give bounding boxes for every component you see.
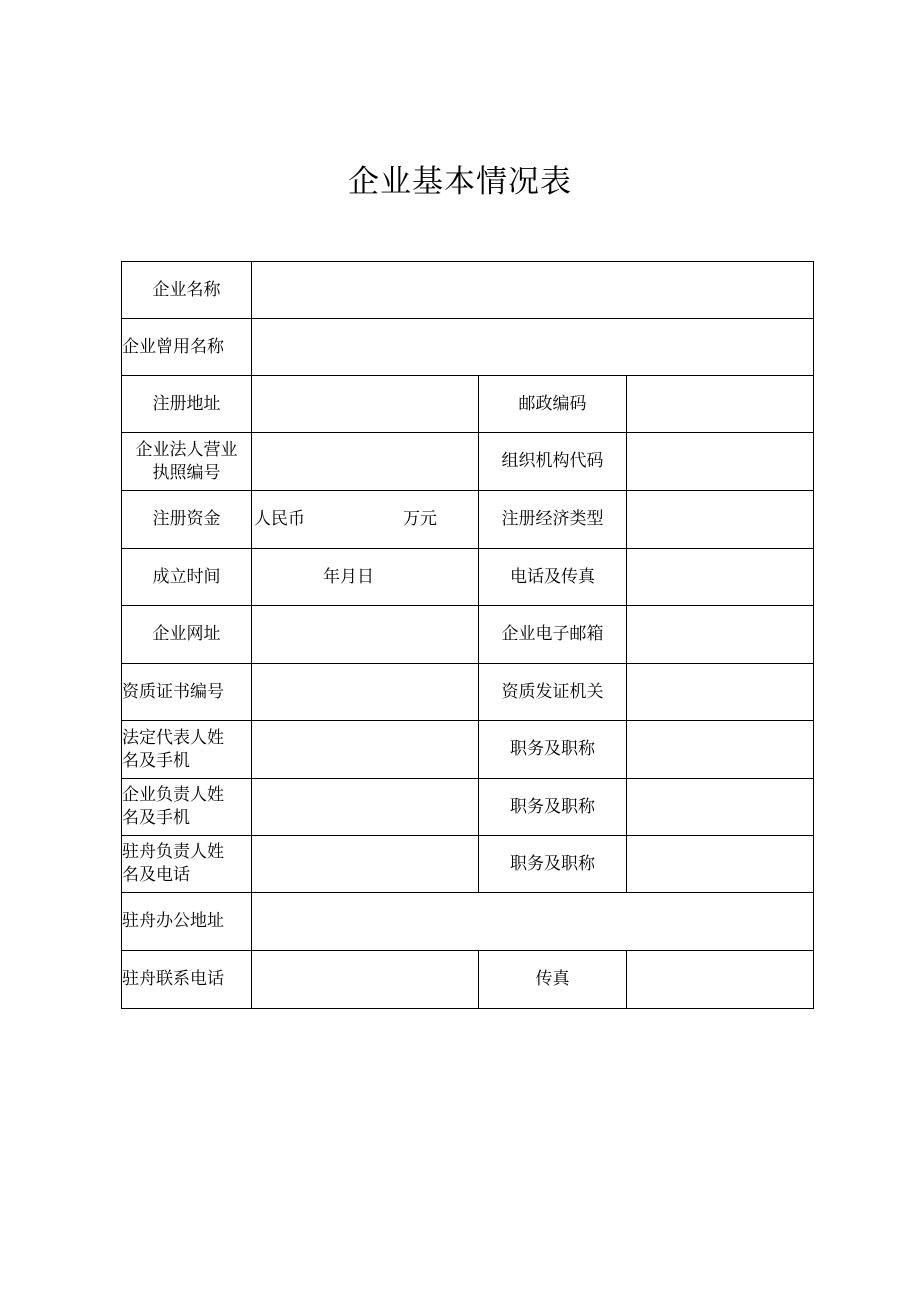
field-website[interactable] (252, 606, 479, 664)
label-qualification-cert: 资质证书编号 (122, 664, 252, 721)
row-former-name (122, 319, 814, 376)
field-enterprise-manager[interactable] (252, 779, 479, 836)
label-registered-address: 注册地址 (122, 376, 252, 433)
row-registered-capital (122, 491, 814, 549)
row-local-phone (122, 951, 814, 1009)
field-qualification-cert[interactable] (252, 664, 479, 721)
label-business-license-line1: 企业法人营业 (135, 439, 238, 460)
field-phone-fax[interactable] (627, 549, 814, 606)
field-legal-rep-title[interactable] (627, 721, 814, 779)
label-enterprise-manager (122, 779, 252, 836)
capital-value-group (252, 508, 478, 531)
field-local-manager-title[interactable] (627, 836, 814, 893)
enterprise-info-table (121, 261, 814, 1009)
label-business-license-line2: 执照编号 (152, 462, 221, 483)
row-legal-representative (122, 721, 814, 779)
label-manager-title: 职务及职称 (479, 779, 627, 836)
label-postal-code: 邮政编码 (479, 376, 627, 433)
field-business-license[interactable] (252, 433, 479, 491)
date-format-text: 年月日 (323, 566, 374, 587)
field-enterprise-name[interactable] (252, 262, 814, 319)
label-enterprise-name: 企业名称 (122, 262, 252, 319)
field-manager-title[interactable] (627, 779, 814, 836)
capital-unit: 万元 (403, 509, 437, 529)
row-business-license (122, 433, 814, 491)
label-legal-representative-line2: 名及手机 (122, 750, 190, 771)
field-registered-address[interactable] (252, 376, 479, 433)
page-title: 企业基本情况表 (348, 164, 572, 200)
label-local-manager-line2: 名及电话 (122, 865, 190, 885)
label-organization-code: 组织机构代码 (479, 433, 627, 491)
field-economic-type[interactable] (627, 491, 814, 549)
field-registered-capital[interactable] (252, 491, 479, 549)
field-former-name[interactable] (252, 319, 814, 376)
label-legal-rep-title: 职务及职称 (479, 721, 627, 779)
field-legal-representative[interactable] (252, 721, 479, 779)
label-fax: 传真 (479, 951, 627, 1009)
field-local-manager[interactable] (252, 836, 479, 893)
label-website: 企业网址 (122, 606, 252, 664)
label-economic-type: 注册经济类型 (479, 491, 627, 549)
label-business-license (122, 433, 252, 491)
field-cert-authority[interactable] (627, 664, 814, 721)
label-local-manager-title: 职务及职称 (479, 836, 627, 893)
label-legal-representative (122, 721, 252, 779)
field-postal-code[interactable] (627, 376, 814, 433)
row-enterprise-manager (122, 779, 814, 836)
label-established-date: 成立时间 (122, 549, 252, 606)
row-registered-address (122, 376, 814, 433)
field-fax[interactable] (627, 951, 814, 1009)
label-enterprise-manager-line2: 名及手机 (122, 808, 190, 828)
field-organization-code[interactable] (627, 433, 814, 491)
capital-currency: 人民币 (254, 509, 305, 529)
row-website (122, 606, 814, 664)
label-email: 企业电子邮箱 (479, 606, 627, 664)
label-local-manager (122, 836, 252, 893)
field-email[interactable] (627, 606, 814, 664)
row-enterprise-name (122, 262, 814, 319)
field-local-phone[interactable] (252, 951, 479, 1009)
label-cert-authority: 资质发证机关 (479, 664, 627, 721)
label-local-phone: 驻舟联系电话 (122, 951, 252, 1009)
row-established-date (122, 549, 814, 606)
label-legal-representative-line1: 法定代表人姓 (122, 727, 224, 748)
label-registered-capital: 注册资金 (122, 491, 252, 549)
label-local-manager-line1: 驻舟负责人姓 (122, 842, 224, 862)
field-local-office-address[interactable] (252, 893, 814, 951)
label-former-name: 企业曾用名称 (122, 319, 252, 376)
row-local-manager (122, 836, 814, 893)
label-phone-fax: 电话及传真 (479, 549, 627, 606)
field-established-date[interactable] (252, 549, 479, 606)
label-local-office-address: 驻舟办公地址 (122, 893, 252, 951)
row-local-office-address (122, 893, 814, 951)
row-qualification-cert (122, 664, 814, 721)
label-enterprise-manager-line1: 企业负责人姓 (122, 785, 224, 805)
